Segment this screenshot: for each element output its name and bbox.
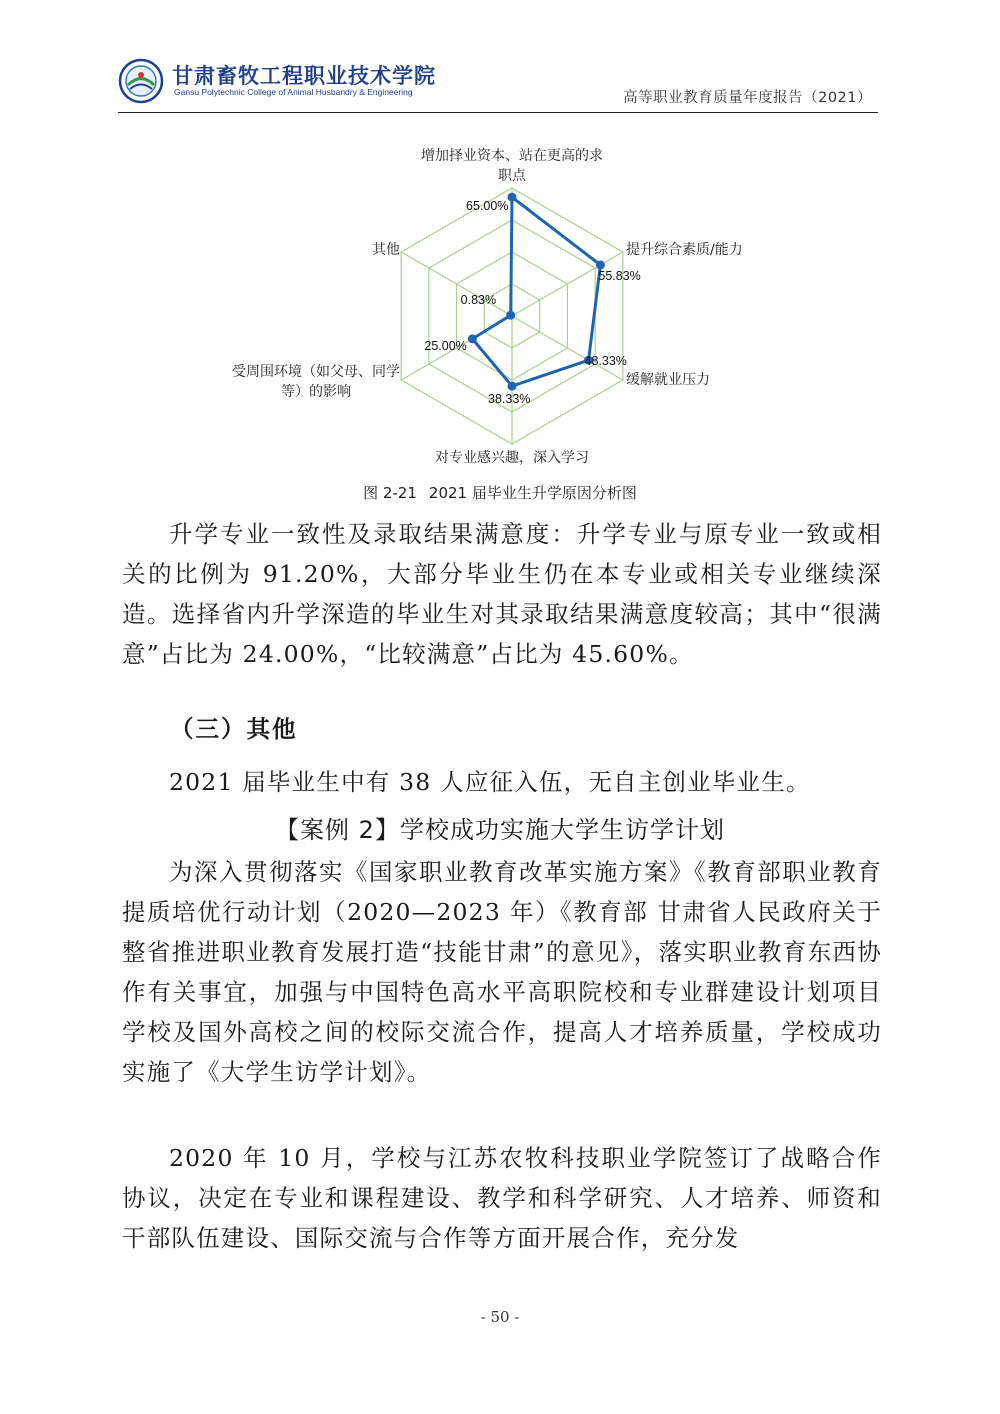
radar-axis-label: 受周围环境（如父母、同学 等）的影响 (232, 364, 400, 400)
paragraph-text: 为深入贯彻落实《国家职业教育改革实施方案》《教育部职业教育提质培优行动计划（2020—2023 年）《教育部 甘肃省人民政府关于整省推进职业教育发展打造“技能甘肃”的意见》，落实职业教育东西协作有关事宜，加强与中国特色高水平高职院校和专业群建设计划项目学校及国外高校之间的校际交流合作，提高人才培养质量，学校成功实施了《大学生访学计划》。 (122, 858, 882, 1086)
radar-axis-label: 其他 (372, 242, 400, 258)
radar-value-label: 65.00% (466, 199, 509, 214)
radar-value-label: 25.00% (424, 338, 467, 353)
school-name-en: Gansu Polytechnic College of Animal Husbandry & Engineering (174, 87, 413, 97)
paragraph-text: 升学专业一致性及录取结果满意度：升学专业与原专业一致或相关的比例为 91.20%，大部分毕业生仍在本专业或相关专业继续深造。选择省内升学深造的毕业生对其录取结果满意度较高；其中“很满意”占比为 24.00%，“比较满意”占比为 45.60%。 (122, 520, 882, 668)
radar-chart-svg (190, 140, 810, 480)
radar-value-label: 38.33% (488, 392, 531, 407)
school-seal-icon (118, 58, 164, 104)
radar-data-point (508, 193, 517, 202)
report-title: 高等职业教育质量年度报告（2021） (623, 90, 872, 106)
page-number: - 50 - (480, 1308, 520, 1326)
radar-data-point (508, 382, 517, 391)
radar-axis-label: 增加择业资本、站在更高的求 职点 (421, 148, 603, 184)
paragraph-cooperation (122, 1138, 882, 1258)
paragraph-enlistment (122, 762, 882, 802)
radar-axis-label: 对专业感兴趣，深入学习 (435, 450, 589, 466)
radar-data-point (506, 311, 515, 320)
paragraph-admission-satisfaction (122, 514, 882, 674)
radar-data-point (468, 334, 477, 343)
section-heading-other: （三）其他 (170, 715, 298, 743)
radar-value-label: 55.83% (598, 268, 641, 283)
radar-axis-label: 缓解就业压力 (626, 372, 710, 388)
radar-value-label: 0.83% (460, 293, 497, 308)
radar-value-label: 48.33% (584, 354, 627, 369)
case-title: 【案例 2】学校成功实施大学生访学计划 (275, 816, 725, 844)
figure-caption (0, 482, 1000, 503)
radar-series-line (472, 197, 600, 386)
radar-chart (190, 140, 810, 480)
figure-number: 图 2-21 (363, 484, 417, 502)
radar-axis-label: 提升综合素质/能力 (626, 242, 743, 258)
page-header (118, 56, 878, 113)
school-name-cn: 甘肃畜牧工程职业技术学院 (172, 63, 436, 88)
figure-caption-text: 2021 届毕业生升学原因分析图 (428, 484, 637, 502)
paragraph-text: 2020 年 10 月，学校与江苏农牧科技职业学院签订了战略合作协议，决定在专业和课程建设、教学和科学研究、人才培养、师资和干部队伍建设、国际交流与合作等方面开展合作，充分发 (122, 1144, 882, 1252)
paragraph-text: 2021 届毕业生中有 38 人应征入伍，无自主创业毕业生。 (169, 768, 811, 796)
paragraph-case-intro (122, 852, 882, 1092)
